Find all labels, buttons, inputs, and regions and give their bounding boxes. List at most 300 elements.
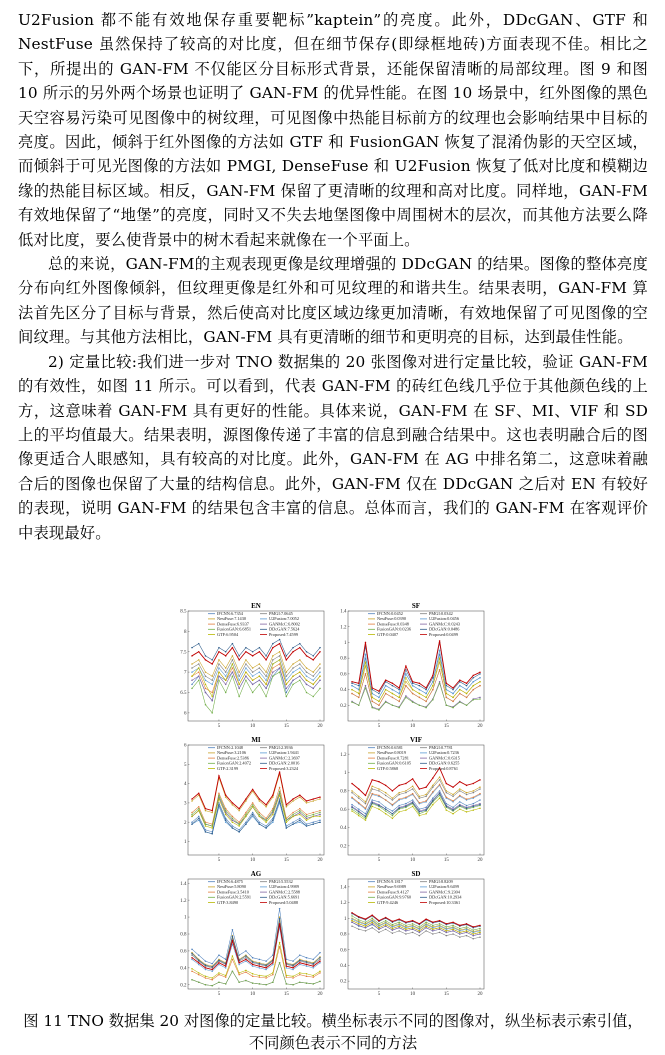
data-point-proposed	[205, 659, 207, 661]
data-point-pmgi	[439, 779, 441, 781]
data-point-proposed	[306, 655, 308, 657]
legend-entry: FusionGAN:9.9760	[377, 894, 412, 900]
data-point-gtf	[446, 930, 448, 932]
data-point-gtf	[385, 689, 387, 691]
legend-entry: FusionGAN:2.4072	[217, 760, 252, 766]
data-point-gtf	[225, 814, 227, 816]
data-point-u2fusion	[259, 671, 261, 673]
data-point-fusiongan	[225, 692, 227, 694]
data-point-ddcgan	[319, 647, 321, 649]
data-point-ddcgan	[319, 957, 321, 959]
data-point-u2fusion	[205, 969, 207, 971]
legend-entry: PMGI:7.0645	[269, 611, 293, 616]
data-point-gtf	[252, 680, 254, 682]
data-point-ddcgan	[398, 808, 400, 810]
x-tick-label: 15	[283, 992, 289, 997]
data-point-nestfuse	[425, 794, 427, 796]
data-point-u2fusion	[299, 821, 301, 823]
data-point-u2fusion	[265, 969, 267, 971]
data-point-fusiongan	[191, 688, 193, 690]
data-point-proposed	[306, 964, 308, 966]
data-point-gtf	[306, 820, 308, 822]
data-point-u2fusion	[425, 693, 427, 695]
data-point-nestfuse	[205, 671, 207, 673]
data-point-ganmcc	[452, 930, 454, 932]
data-point-ddcgan	[232, 827, 234, 829]
data-point-ddcgan	[306, 961, 308, 963]
data-point-gtf	[191, 816, 193, 818]
data-point-ddcgan	[392, 813, 394, 815]
data-point-densefuse	[446, 797, 448, 799]
data-point-u2fusion	[371, 920, 373, 922]
data-point-fusiongan	[365, 687, 367, 689]
data-point-proposed	[272, 962, 274, 964]
y-tick-label: 0.2	[340, 703, 347, 709]
data-point-pmgi	[225, 671, 227, 673]
data-point-ddcgan	[299, 643, 301, 645]
data-point-gtf	[205, 976, 207, 978]
data-point-fusiongan	[191, 979, 193, 981]
data-point-gtf	[299, 814, 301, 816]
data-point-proposed	[245, 959, 247, 961]
data-point-ganmcc	[306, 818, 308, 820]
data-point-ganmcc	[225, 684, 227, 686]
data-point-nestfuse	[479, 786, 481, 788]
data-point-gtf	[252, 973, 254, 975]
data-point-u2fusion	[378, 925, 380, 927]
data-point-gtf	[405, 929, 407, 931]
data-point-gtf	[259, 975, 261, 977]
data-point-gtf	[299, 671, 301, 673]
legend-entry: FusionGAN:0.6105	[377, 760, 412, 766]
data-point-proposed	[425, 786, 427, 788]
data-point-densefuse	[405, 685, 407, 687]
data-point-fusiongan	[279, 962, 281, 964]
data-point-proposed	[299, 647, 301, 649]
data-point-pmgi	[479, 936, 481, 938]
data-point-u2fusion	[459, 685, 461, 687]
data-point-densefuse	[191, 970, 193, 972]
data-point-proposed	[452, 786, 454, 788]
data-point-ganmcc	[299, 812, 301, 814]
data-point-densefuse	[378, 705, 380, 707]
legend-entry: DDcGAN:2.0016	[269, 760, 300, 766]
data-point-ganmcc	[432, 930, 434, 932]
data-point-fusiongan	[198, 808, 200, 810]
data-point-ddcgan	[299, 820, 301, 822]
data-point-fusiongan	[398, 921, 400, 923]
data-point-pmgi	[405, 792, 407, 794]
data-point-nestfuse	[286, 671, 288, 673]
data-point-ddcgan	[371, 689, 373, 691]
data-point-gtf	[432, 804, 434, 806]
data-point-proposed	[245, 798, 247, 800]
x-tick-label: 10	[410, 992, 416, 997]
data-point-u2fusion	[419, 689, 421, 691]
data-point-ddcgan	[245, 955, 247, 957]
data-point-proposed	[292, 651, 294, 653]
data-point-u2fusion	[211, 970, 213, 972]
data-point-densefuse	[351, 693, 353, 695]
data-point-pmgi	[238, 675, 240, 677]
y-tick-label: 5	[184, 762, 187, 768]
data-point-densefuse	[371, 793, 373, 795]
data-point-nestfuse	[265, 671, 267, 673]
data-point-gtf	[232, 821, 234, 823]
data-point-gtf	[252, 806, 254, 808]
y-tick-label: 1.4	[180, 881, 187, 887]
data-point-u2fusion	[292, 671, 294, 673]
y-tick-label: 0.8	[180, 932, 187, 938]
data-point-ganmcc	[371, 923, 373, 925]
data-point-fusiongan	[252, 982, 254, 984]
data-point-gtf	[211, 977, 213, 979]
data-point-u2fusion	[225, 967, 227, 969]
legend-entry: DDcGAN:0.0486	[429, 626, 460, 632]
data-point-nestfuse	[265, 806, 267, 808]
data-point-fusiongan	[306, 816, 308, 818]
data-point-proposed	[279, 643, 281, 645]
data-point-fusiongan	[466, 705, 468, 707]
data-point-gtf	[292, 675, 294, 677]
data-point-densefuse	[232, 816, 234, 818]
data-point-densefuse	[459, 795, 461, 797]
data-point-pmgi	[473, 938, 475, 940]
data-point-ganmcc	[205, 692, 207, 694]
data-point-gtf	[272, 663, 274, 665]
legend-entry: DenseFuse:9.4127	[377, 889, 409, 895]
data-point-fusiongan	[446, 705, 448, 707]
data-point-gtf	[238, 684, 240, 686]
legend-entry: IFCNN:2.1048	[217, 745, 243, 750]
data-point-ddcgan	[232, 643, 234, 645]
data-point-pmgi	[279, 655, 281, 657]
data-point-proposed	[378, 920, 380, 922]
data-point-ddcgan	[319, 821, 321, 823]
data-point-nestfuse	[238, 671, 240, 673]
data-point-fusiongan	[385, 920, 387, 922]
data-point-pmgi	[446, 792, 448, 794]
y-tick-label: 1	[344, 916, 347, 922]
data-point-u2fusion	[238, 964, 240, 966]
data-point-ganmcc	[306, 684, 308, 686]
data-point-u2fusion	[272, 821, 274, 823]
data-point-nestfuse	[191, 800, 193, 802]
data-point-ddcgan	[279, 918, 281, 920]
data-point-ifcnn	[378, 801, 380, 803]
data-point-fusiongan	[351, 701, 353, 703]
data-point-fusiongan	[446, 926, 448, 928]
data-point-fusiongan	[371, 707, 373, 709]
data-point-nestfuse	[238, 810, 240, 812]
data-point-fusiongan	[432, 925, 434, 927]
data-point-ifcnn	[398, 805, 400, 807]
data-point-gtf	[218, 798, 220, 800]
data-point-densefuse	[252, 976, 254, 978]
data-point-proposed	[392, 683, 394, 685]
data-point-ddcgan	[306, 825, 308, 827]
legend-entry: U2Fusion:7.0052	[269, 616, 299, 622]
data-point-proposed	[252, 789, 254, 791]
data-point-ddcgan	[412, 802, 414, 804]
data-point-proposed	[378, 690, 380, 692]
y-tick-label: 1.2	[340, 901, 347, 907]
data-point-proposed	[351, 783, 353, 785]
data-point-ddcgan	[398, 689, 400, 691]
data-point-ganmcc	[351, 921, 353, 923]
data-point-pmgi	[412, 932, 414, 934]
data-point-ifcnn	[385, 807, 387, 809]
data-point-u2fusion	[319, 671, 321, 673]
data-point-proposed	[419, 683, 421, 685]
data-point-gtf	[365, 819, 367, 821]
data-point-gtf	[279, 942, 281, 944]
data-point-u2fusion	[191, 671, 193, 673]
y-tick-label: 0.2	[340, 844, 347, 850]
data-point-proposed	[419, 923, 421, 925]
y-tick-label: 1	[344, 641, 347, 647]
chart-title: SD	[411, 870, 421, 878]
data-point-ganmcc	[232, 820, 234, 822]
data-point-fusiongan	[292, 984, 294, 986]
data-point-pmgi	[452, 933, 454, 935]
data-point-densefuse	[319, 972, 321, 974]
data-point-proposed	[398, 918, 400, 920]
data-point-u2fusion	[432, 681, 434, 683]
data-point-nestfuse	[439, 776, 441, 778]
data-point-fusiongan	[299, 981, 301, 983]
data-point-proposed	[351, 681, 353, 683]
data-point-u2fusion	[191, 959, 193, 961]
legend-entry: NestFuse:0.0390	[377, 616, 407, 622]
x-tick-label: 15	[283, 858, 289, 863]
data-point-gtf	[398, 697, 400, 699]
legend-entry: PMGI:0.0342	[429, 611, 453, 616]
data-point-pmgi	[459, 936, 461, 938]
data-point-fusiongan	[232, 818, 234, 820]
data-point-fusiongan	[218, 680, 220, 682]
data-point-proposed	[232, 647, 234, 649]
data-point-proposed	[419, 788, 421, 790]
data-point-ifcnn	[198, 816, 200, 818]
data-point-u2fusion	[473, 681, 475, 683]
data-point-fusiongan	[272, 981, 274, 983]
data-point-u2fusion	[351, 685, 353, 687]
data-point-proposed	[205, 967, 207, 969]
data-point-ddcgan	[466, 685, 468, 687]
data-point-proposed	[272, 647, 274, 649]
data-point-fusiongan	[358, 705, 360, 707]
data-point-pmgi	[245, 957, 247, 959]
data-point-fusiongan	[299, 810, 301, 812]
data-point-gtf	[371, 697, 373, 699]
data-point-fusiongan	[286, 696, 288, 698]
data-point-u2fusion	[405, 673, 407, 675]
data-point-proposed	[238, 659, 240, 661]
data-point-proposed	[473, 675, 475, 677]
data-point-proposed	[405, 921, 407, 923]
data-point-nestfuse	[365, 801, 367, 803]
data-point-proposed	[371, 914, 373, 916]
data-point-ifcnn	[351, 804, 353, 806]
data-point-ifcnn	[292, 821, 294, 823]
legend-entry: Proposed:3.2324	[269, 765, 299, 771]
legend-entry: NestFuse:5.8090	[217, 884, 247, 890]
data-point-gtf	[419, 815, 421, 817]
legend-entry: IFCNN:6.4875	[217, 879, 243, 884]
legend-entry: DenseFuse:6.9337	[217, 621, 249, 627]
data-point-ganmcc	[479, 933, 481, 935]
data-point-densefuse	[299, 808, 301, 810]
data-point-fusiongan	[392, 815, 394, 817]
data-point-proposed	[245, 651, 247, 653]
data-point-nestfuse	[191, 663, 193, 665]
x-tick-label: 5	[217, 858, 221, 863]
data-point-fusiongan	[279, 671, 281, 673]
data-point-fusiongan	[452, 925, 454, 927]
data-point-gtf	[419, 693, 421, 695]
data-point-u2fusion	[365, 924, 367, 926]
data-point-proposed	[473, 926, 475, 928]
data-point-ifcnn	[232, 825, 234, 827]
data-point-ddcgan	[286, 655, 288, 657]
data-point-proposed	[191, 957, 193, 959]
data-point-nestfuse	[292, 800, 294, 802]
legend-entry: PMGI:0.7781	[429, 745, 453, 750]
data-point-pmgi	[385, 795, 387, 797]
data-point-gtf	[218, 972, 220, 974]
data-point-gtf	[432, 685, 434, 687]
data-point-ganmcc	[292, 680, 294, 682]
data-point-ganmcc	[365, 927, 367, 929]
y-tick-label: 1.2	[340, 625, 347, 631]
data-point-gtf	[452, 697, 454, 699]
data-point-gtf	[191, 675, 193, 677]
data-point-ganmcc	[279, 667, 281, 669]
legend-entry: FusionGAN:6.6851	[217, 626, 252, 632]
data-point-ganmcc	[419, 932, 421, 934]
data-point-fusiongan	[306, 982, 308, 984]
data-point-ddcgan	[419, 811, 421, 813]
x-tick-label: 5	[217, 724, 221, 729]
data-point-gtf	[466, 811, 468, 813]
legend-entry: DDcGAN:5.6691	[269, 894, 300, 900]
data-point-densefuse	[306, 814, 308, 816]
chart-title: AG	[250, 870, 262, 878]
data-point-gtf	[245, 816, 247, 818]
data-point-densefuse	[358, 697, 360, 699]
data-point-fusiongan	[313, 983, 315, 985]
data-point-densefuse	[205, 977, 207, 979]
data-point-ddcgan	[313, 823, 315, 825]
data-point-ifcnn	[405, 803, 407, 805]
x-tick-label: 15	[443, 858, 449, 863]
data-point-densefuse	[292, 977, 294, 979]
data-point-densefuse	[245, 971, 247, 973]
data-point-fusiongan	[265, 984, 267, 986]
data-point-pmgi	[466, 794, 468, 796]
data-point-ganmcc	[412, 929, 414, 931]
data-point-u2fusion	[313, 967, 315, 969]
data-point-fusiongan	[211, 985, 213, 987]
data-point-densefuse	[313, 976, 315, 978]
y-tick-label: 8	[184, 629, 187, 635]
body-text	[18, 8, 648, 545]
data-point-fusiongan	[232, 675, 234, 677]
data-point-proposed	[225, 794, 227, 796]
data-point-ddcgan	[245, 823, 247, 825]
data-point-gtf	[286, 684, 288, 686]
data-point-fusiongan	[432, 699, 434, 701]
data-point-proposed	[232, 940, 234, 942]
data-point-densefuse	[405, 797, 407, 799]
data-point-u2fusion	[385, 922, 387, 924]
data-point-proposed	[385, 917, 387, 919]
data-point-ganmcc	[425, 927, 427, 929]
data-point-proposed	[371, 779, 373, 781]
chart-en	[180, 602, 324, 729]
data-point-fusiongan	[191, 814, 193, 816]
chart-ag	[180, 870, 324, 997]
legend-entry: GTF:2.3199	[217, 765, 239, 771]
data-point-ddcgan	[279, 800, 281, 802]
data-point-gtf	[205, 825, 207, 827]
data-point-proposed	[218, 962, 220, 964]
data-point-u2fusion	[479, 677, 481, 679]
data-point-densefuse	[245, 812, 247, 814]
data-point-proposed	[299, 962, 301, 964]
y-tick-label: 1.4	[340, 609, 347, 615]
data-point-ganmcc	[392, 929, 394, 931]
data-point-ddcgan	[452, 689, 454, 691]
data-point-pmgi	[425, 796, 427, 798]
data-point-nestfuse	[432, 785, 434, 787]
data-point-gtf	[385, 813, 387, 815]
data-point-proposed	[412, 778, 414, 780]
data-point-proposed	[439, 920, 441, 922]
data-point-proposed	[259, 965, 261, 967]
data-point-proposed	[385, 679, 387, 681]
data-point-densefuse	[279, 787, 281, 789]
data-point-proposed	[272, 794, 274, 796]
data-point-fusiongan	[358, 813, 360, 815]
data-point-u2fusion	[452, 927, 454, 929]
data-point-nestfuse	[279, 916, 281, 918]
data-point-fusiongan	[272, 810, 274, 812]
legend-entry: GTF:9.4246	[377, 899, 399, 905]
data-point-pmgi	[371, 788, 373, 790]
data-point-pmgi	[452, 796, 454, 798]
data-point-proposed	[425, 918, 427, 920]
data-point-ddcgan	[211, 833, 213, 835]
data-point-ganmcc	[238, 688, 240, 690]
data-point-pmgi	[425, 930, 427, 932]
data-point-densefuse	[473, 797, 475, 799]
legend-entry: DenseFuse:2.5386	[217, 755, 249, 761]
x-tick-label: 5	[377, 858, 381, 863]
data-point-proposed	[398, 785, 400, 787]
data-point-ddcgan	[198, 818, 200, 820]
data-point-densefuse	[265, 818, 267, 820]
data-point-ganmcc	[439, 929, 441, 931]
data-point-ddcgan	[358, 685, 360, 687]
data-point-gtf	[351, 920, 353, 922]
data-point-nestfuse	[351, 790, 353, 792]
data-point-gtf	[398, 811, 400, 813]
y-tick-label: 7	[184, 670, 187, 676]
data-point-proposed	[392, 921, 394, 923]
data-point-densefuse	[419, 697, 421, 699]
